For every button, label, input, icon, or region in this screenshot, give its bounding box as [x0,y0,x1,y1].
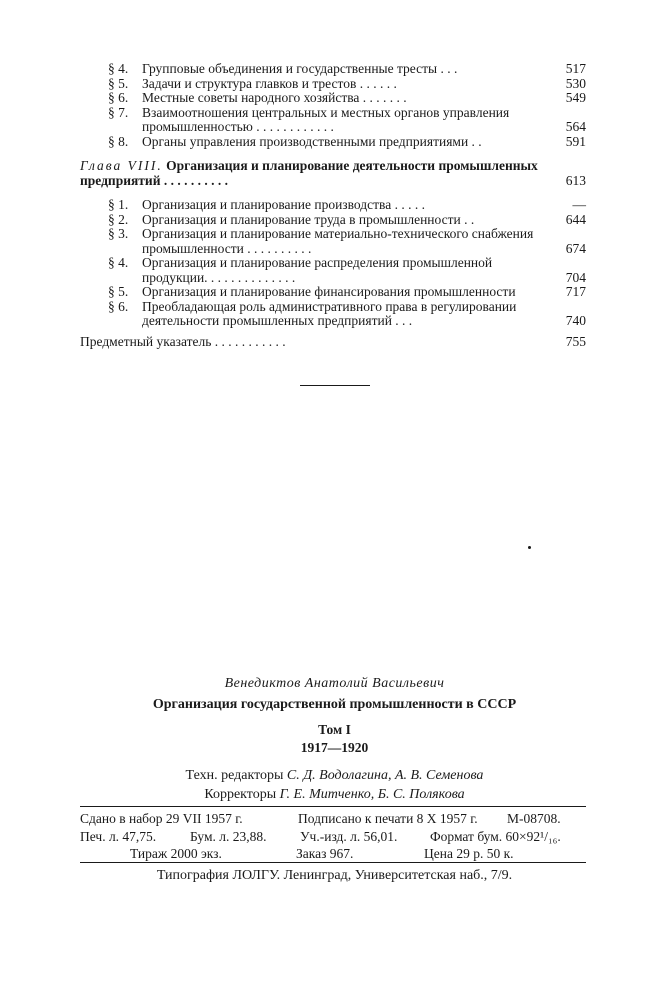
toc-chapter-text: Организация и планирование деятельности промышленных предприятий . . . . . . . . . . [80,158,538,188]
imprint-rule-top [80,806,586,807]
tech-editors-label: Техн. редакторы [185,768,284,783]
book-years: 1917—1920 [300,740,369,755]
section-divider [300,385,370,386]
toc-entry-title: Задачи и структура главков и трестов . . . . . . [142,75,397,91]
toc-entry-title: Организация и планирование материально-технического снабжения промышленности . . . . . . . . . . [142,226,534,256]
toc-entry-title: Взаимоотношения центральных и местных органов управления промышленностью . . . . . . . . . . . . [142,104,510,134]
toc-page-number: — [572,197,586,212]
toc-section-number: § 6. [108,90,129,105]
publisher-sheets: Уч.-изд. л. 56,01. [300,829,398,844]
toc-page-number: 717 [565,284,586,299]
toc-page-number: 613 [565,172,586,188]
sent-to-set: Сдано в набор 29 VII 1957 г. [80,811,243,826]
toc-page-number: 549 [565,90,586,105]
toc-entry-title: Организация и планирование труда в промышленности . . [142,211,475,227]
toc-section-number: § 1. [108,197,129,212]
imprint-rule-bottom [80,862,586,863]
toc-section-number: § 4. [108,61,129,76]
signed-to-print: Подписано к печати 8 X 1957 г. [298,811,478,826]
toc-section-number: § 5. [108,284,129,299]
toc-entry [80,77,586,92]
toc-page-number: 704 [565,269,586,285]
proofreaders-names: Г. Е. Митченко, Б. С. Полякова [279,787,465,802]
toc-section-number: § 8. [108,133,129,149]
toc-entry-title: Организация и планирование финансирования промышленности [142,284,516,299]
toc-section-number: § 3. [108,226,129,241]
toc-entry-title: Организация и планирование распределения промышленной продукции. . . . . . . . . . . . . . [142,255,493,285]
toc-entry-title: Местные советы народного хозяйства . . . . . . . [142,90,407,105]
toc-page-number: 517 [565,61,586,76]
toc-entry-title: Групповые объединения и государственные тресты . . . [142,61,458,76]
toc-entry [80,106,586,135]
toc-entry [80,198,586,213]
book-author: Венедиктов Анатолий Васильевич [224,676,445,691]
proofreaders-credit [0,787,669,803]
toc-entry [80,227,586,256]
tech-editors-credit [0,768,669,784]
toc-entry [80,335,586,350]
table-of-contents [80,62,586,349]
toc-entry-title: Преобладающая роль административного права в регулировании деятельности промышленных предприятий . . . [142,298,517,328]
toc-section-number: § 4. [108,255,129,270]
book-title: Организация государственной промышленности в СССР [152,697,517,712]
toc-chapter-entry [80,159,586,188]
toc-entry [80,213,586,228]
toc-page-number: 591 [565,133,586,149]
order-number: Заказ 967. [296,846,354,861]
proofreaders-label: Корректоры [204,787,277,802]
print-sheets: Печ. л. 47,75. [80,829,157,844]
publication-code: М-08708. [507,811,561,826]
toc-section-number: § 6. [108,298,129,314]
toc-page-number: 564 [565,119,586,134]
paper-format: Формат бум. 60×92¹/₁₆. [430,829,561,844]
toc-entry-title: Органы управления производственными предприятиями . . [142,133,482,149]
toc-entry-title: Предметный указатель . . . . . . . . . . . [80,333,286,349]
toc-entry [80,135,586,150]
toc-page-number: 674 [565,240,586,256]
toc-chapter-title [80,159,586,188]
toc-entry [80,285,586,300]
price: Цена 29 р. 50 к. [424,846,514,861]
paper-sheets: Бум. л. 23,88. [190,829,267,844]
print-speck [528,546,531,549]
tech-editors-names: С. Д. Водолагина, А. В. Семенова [286,768,484,783]
printing-house: Типография ЛОЛГУ. Ленинград, Университетская наб., 7/9. [156,868,513,883]
print-run: Тираж 2000 экз. [130,846,222,861]
toc-page-number: 740 [565,313,586,328]
toc-section-number: § 7. [108,104,129,120]
toc-entry [80,91,586,106]
toc-page-number: 755 [565,333,586,349]
book-volume: Том I [318,722,351,737]
toc-entry [80,300,586,329]
toc-page-number: 530 [565,75,586,91]
toc-section-number: § 5. [108,75,129,91]
toc-entry-title: Организация и планирование производства . . . . . [142,197,425,212]
toc-entry [80,256,586,285]
toc-entry [80,62,586,77]
toc-chapter-label: Глава VIII. [80,158,163,173]
toc-page-number: 644 [565,211,586,227]
toc-section-number: § 2. [108,211,129,227]
